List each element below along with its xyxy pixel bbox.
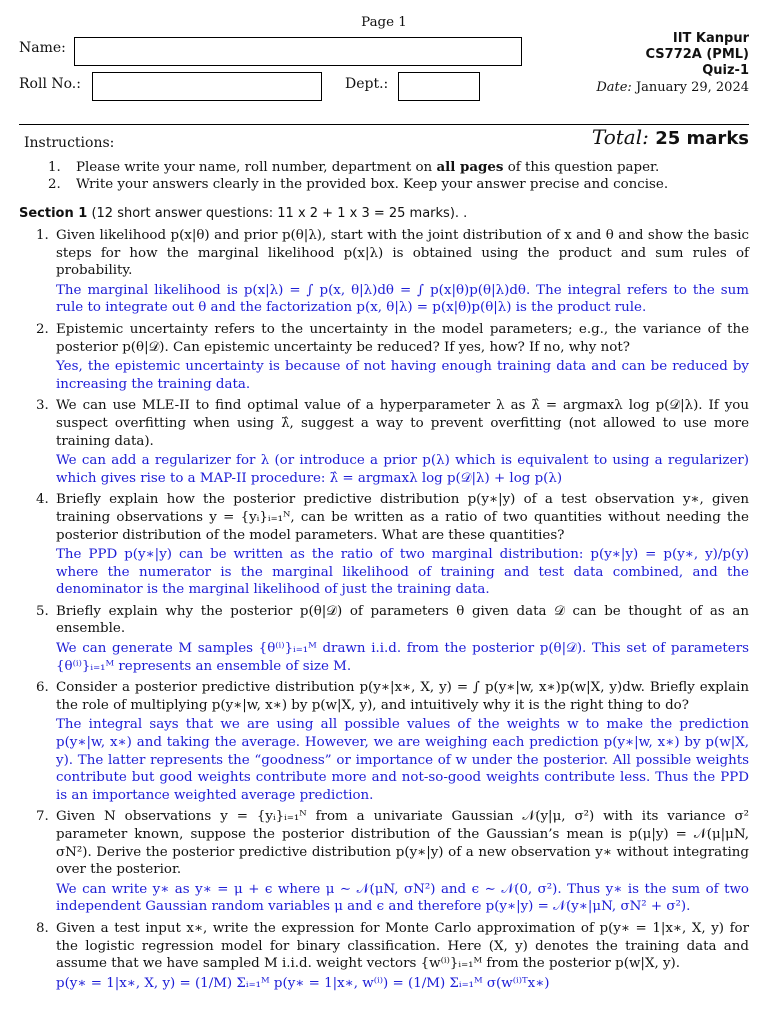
question-text: Consider a posterior predictive distribution p(y∗|x∗, X, y) = ∫ p(y∗|w, x∗)p(w|X, y)dw. Briefly explain the role of multiplying p(y∗|w, x∗) by p(w|X, y), and intuitively why it is the right thing to do? — [56, 680, 749, 713]
page-number: Page 1 — [361, 15, 407, 30]
date-label: Date: — [596, 79, 632, 95]
institute-name: IIT Kanpur — [672, 31, 749, 46]
name-input-box[interactable] — [74, 37, 522, 66]
instruction-item: 2. Write your answers clearly in the provided box. Keep your answer precise and concise. — [48, 177, 669, 193]
answer-text: We can add a regularizer for λ (or introduce a prior p(λ) which is equivalent to using a regularizer) which gives rise to a MAP-II procedure: λ̂ = argmaxλ log p(𝒟|λ) + log p(λ) — [56, 453, 749, 486]
dept-label: Dept.: — [345, 76, 389, 92]
total-label: Total: — [591, 125, 649, 149]
answer-text: The PPD p(y∗|y) can be written as the ratio of two marginal distribution: p(y∗|y) = p(y∗, y)/p(y) where the numerator is the marginal likelihood of training and test data combined, and the denominator is the marginal likelihood of just the training data. — [56, 547, 749, 598]
instruction-item: 1. Please write your name, roll number, department on all pages of this question paper. — [48, 159, 660, 175]
question-4: 4. Briefly explain how the posterior predictive distribution p(y∗|y) of a test observation y∗, given training observations y = {yᵢ}ᵢ₌₁ᴺ, can be written as a ratio of two quantities without needing the posterior distribution of the model parameters. What are these quantities? The PPD p(y∗|y) can be written as the ratio of two marginal distribution: p(y∗|y) = p(y∗, y)/p(y) where the numerator is the marginal likelihood of training and test data combined, and the denominator is the marginal likelihood of just the training data. — [36, 492, 749, 598]
answer-text: We can write y∗ as y∗ = μ + ϵ where μ ∼ 𝒩(μN, σN²) and ϵ ∼ 𝒩(0, σ²). Thus y∗ is the sum of two independent Gaussian random variables μ and ϵ and therefore p(y∗|y) = 𝒩(y∗|μN, σN² + σ²). — [56, 881, 749, 915]
question-6: 6. Consider a posterior predictive distribution p(y∗|x∗, X, y) = ∫ p(y∗|w, x∗)p(w|X, y)dw. Briefly explain the role of multiplying p(y∗|w, x∗) by p(w|X, y), and intuitively why it is the right thing to do? The integral says that we are using all possible values of the weights w to make the prediction p(y∗|w, x∗) and taking the average. However, we are weighing each prediction p(y∗|w, x∗) by p(w|X, y). The latter represents the “goodness” or importance of w under the posterior. All possible weights contribute but good weights contribute more and not-so-good weights contribute less. Thus the PPD is an importance weighted average prediction. — [36, 680, 749, 803]
date-line — [596, 80, 749, 96]
quiz-title: Quiz-1 — [702, 63, 749, 79]
dept-input-box[interactable] — [398, 72, 480, 101]
question-5: 5. Briefly explain why the posterior p(θ|𝒟) of parameters θ given data 𝒟 can be thought of as an ensemble. We can generate M samples {θ⁽ⁱ⁾}ᵢ₌₁ᴹ drawn i.i.d. from the posterior p(θ|𝒟). This set of parameters {θ⁽ⁱ⁾}ᵢ₌₁ᴹ represents an ensemble of size M. — [36, 603, 749, 674]
question-text: We can use MLE-II to find optimal value of a hyperparameter λ as λ̂ = argmaxλ log p(𝒟|λ). If you suspect overfitting when using λ̂, suggest a way to prevent overfitting (not allowed to use more training data). — [56, 398, 749, 449]
section-title: Section 1 — [19, 206, 88, 221]
answer-text: The marginal likelihood is p(x|λ) = ∫ p(x, θ|λ)dθ = ∫ p(x|θ)p(θ|λ)dθ. The integral refers to the sum rule to integrate out θ and the factorization p(x, θ|λ) = p(x|θ)p(θ|λ) is the product rule. — [56, 282, 749, 316]
answer-text: p(y∗ = 1|x∗, X, y) = (1/M) Σᵢ₌₁ᴹ p(y∗ = 1|x∗, w⁽ⁱ⁾) = (1/M) Σᵢ₌₁ᴹ σ(w⁽ⁱ⁾ᵀx∗) — [56, 975, 550, 991]
roll-label: Roll No.: — [19, 76, 81, 92]
question-2: 2. Epistemic uncertainty refers to the uncertainty in the model parameters; e.g., the variance of the posterior p(θ|𝒟). Can epistemic uncertainty be reduced? If yes, how? If no, why not? Yes, the epistemic uncertainty is because of not having enough training data and can be reduced by increasing the training data. — [36, 321, 749, 392]
instructions-list — [48, 159, 748, 193]
course-heading — [596, 31, 749, 96]
answer-text: The integral says that we are using all possible values of the weights w to make the prediction p(y∗|w, x∗) and taking the average. However, we are weighing each prediction p(y∗|w, x∗) by p(w|X, y). The latter represents the “goodness” or importance of w under the posterior. All possible weights contribute but good weights contribute more and not-so-good weights contribute less. Thus the PPD is an importance weighted average prediction. — [56, 717, 749, 803]
question-1: 1. Given likelihood p(x|θ) and prior p(θ|λ), start with the joint distribution of x and θ and show the basic steps for how the marginal likelihood p(x|λ) is obtained using the product and sum rules of probability. The marginal likelihood is p(x|λ) = ∫ p(x, θ|λ)dθ = ∫ p(x|θ)p(θ|λ)dθ. The integral refers to the sum rule to integrate out θ and the factorization p(x, θ|λ) = p(x|θ)p(θ|λ) is the product rule. — [36, 228, 749, 316]
name-label: Name: — [19, 40, 66, 56]
question-7: 7. Given N observations y = {yᵢ}ᵢ₌₁ᴺ from a univariate Gaussian 𝒩(y|μ, σ²) with its variance σ² parameter known, suppose the posterior distribution of the Gaussian’s mean is p(μ|y) = 𝒩(μ|μN, σN²). Derive the posterior predictive distribution p(y∗|y) of a new observation y∗ without integrating over the posterior. We can write y∗ as y∗ = μ + ϵ where μ ∼ 𝒩(μN, σN²) and ϵ ∼ 𝒩(0, σ²). Thus y∗ is the sum of two independent Gaussian random variables μ and ϵ and therefore p(y∗|y) = 𝒩(y∗|μN, σN² + σ²). — [36, 809, 749, 915]
answer-text: We can generate M samples {θ⁽ⁱ⁾}ᵢ₌₁ᴹ drawn i.i.d. from the posterior p(θ|𝒟). This set of parameters {θ⁽ⁱ⁾}ᵢ₌₁ᴹ represents an ensemble of size M. — [56, 641, 749, 674]
question-text: Given a test input x∗, write the expression for Monte Carlo approximation of p(y∗ = 1|x∗, X, y) for the logistic regression model for binary classification. Here (X, y) denotes the training data and assume that we have sampled M i.i.d. weight vectors {w⁽ⁱ⁾}ᵢ₌₁ᴹ from the posterior p(w|X, y). — [56, 920, 749, 972]
total-marks — [591, 125, 749, 149]
question-3: 3. We can use MLE-II to find optimal value of a hyperparameter λ as λ̂ = argmaxλ log p(𝒟|λ). If you suspect overfitting when using λ̂, suggest a way to prevent overfitting (not allowed to use more training data). We can add a regularizer for λ (or introduce a prior p(λ) which is equivalent to using a regularizer) which gives rise to a MAP-II procedure: λ̂ = argmaxλ log p(𝒟|λ) + log p(λ) — [36, 398, 749, 486]
total-value: 25 marks — [655, 128, 749, 149]
question-text: Epistemic uncertainty refers to the uncertainty in the model parameters; e.g., the variance of the posterior p(θ|𝒟). Can epistemic uncertainty be reduced? If yes, how? If no, why not? — [56, 321, 749, 355]
date-value: January 29, 2024 — [635, 79, 749, 95]
question-text: Given likelihood p(x|θ) and prior p(θ|λ), start with the joint distribution of x and θ and show the basic steps for how the marginal likelihood p(x|λ) is obtained using the product and sum rules of probability. — [56, 228, 749, 279]
section-heading — [19, 205, 467, 223]
roll-input-box[interactable] — [92, 72, 322, 101]
question-text: Briefly explain why the posterior p(θ|𝒟) of parameters θ given data 𝒟 can be thought of as an ensemble. — [56, 603, 749, 637]
question-text: Briefly explain how the posterior predictive distribution p(y∗|y) of a test observation y∗, given training observations y = {yᵢ}ᵢ₌₁ᴺ, can be written as a ratio of two quantities without needing the posterior distribution of the model parameters. What are these quantities? — [56, 492, 749, 543]
answer-text: Yes, the epistemic uncertainty is because of not having enough training data and can be reduced by increasing the training data. — [56, 359, 749, 392]
instructions-title: Instructions: — [24, 135, 115, 151]
section-subtitle: (12 short answer questions: 11 x 2 + 1 x 3 = 25 marks). . — [87, 206, 468, 221]
question-list — [36, 227, 749, 996]
course-code: CS772A (PML) — [645, 47, 749, 63]
question-8: 8. Given a test input x∗, write the expression for Monte Carlo approximation of p(y∗ = 1|x∗, X, y) for the logistic regression model for binary classification. Here (X, y) denotes the training data and assume that we have sampled M i.i.d. weight vectors {w⁽ⁱ⁾}ᵢ₌₁ᴹ from the posterior p(w|X, y). p(y∗ = 1|x∗, X, y) = (1/M) Σᵢ₌₁ᴹ p(y∗ = 1|x∗, w⁽ⁱ⁾) = (1/M) Σᵢ₌₁ᴹ σ(w⁽ⁱ⁾ᵀx∗) — [36, 920, 749, 991]
question-text: Given N observations y = {yᵢ}ᵢ₌₁ᴺ from a univariate Gaussian 𝒩(y|μ, σ²) with its variance σ² parameter known, suppose the posterior distribution of the Gaussian’s mean is p(μ|y) = 𝒩(μ|μN, σN²). Derive the posterior predictive distribution p(y∗|y) of a new observation y∗ without integrating over the posterior. — [56, 809, 749, 878]
